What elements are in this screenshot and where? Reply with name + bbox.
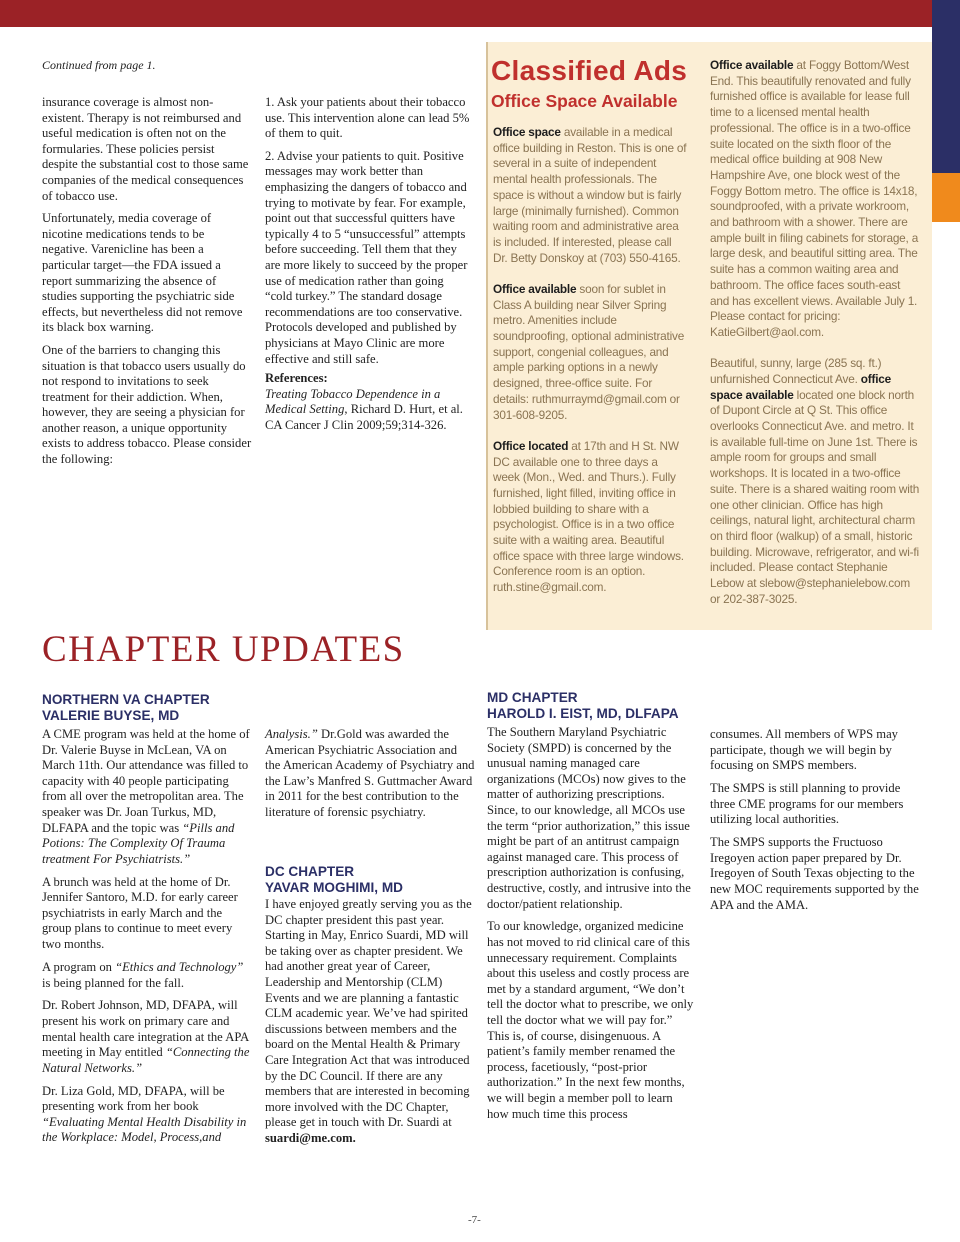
classified-ads-column-2 [710, 58, 920, 623]
classified-ads-subtitle: Office Space Available [491, 91, 678, 111]
chapter-leader: YAVAR MOGHIMI, MD [265, 880, 403, 895]
ad-lead: available [745, 387, 794, 402]
article-column-1 [42, 95, 252, 475]
nova-chapter-body-continued [265, 727, 475, 828]
continued-note: Continued from page 1. [42, 58, 156, 72]
program-title: “Ethics and Technology” [115, 959, 244, 974]
ad-lead: Office space [493, 125, 561, 139]
classified-ads-title: Classified Ads [491, 55, 688, 86]
article-paragraph: insurance coverage is almost non-existent. Therapy is not reimbursed and useful medication is often not on the formularies. These policies persist despite the substantial cost to those same companies of the medical consequences of tobacco use. [42, 95, 249, 203]
program-title: “Connecting the Natural Networks.” [42, 1045, 250, 1075]
classified-ad [493, 282, 687, 423]
paragraph-text: Dr.Gold was awarded the American Psychiatric Association and the American Academy of Psychiatry and the Law’s Manfred S. Guttmacher Award in 2011 for the best contribution to the literature of forensic psychiatry. [265, 727, 475, 819]
program-title: “Pills and Potions: The Complexity Of Trauma treatment For Psychiatrists.” [42, 820, 235, 866]
chapter-paragraph: The SMPS supports the Fructuoso Iregoyen action paper prepared by Dr. Iregoyen of South Texas objecting to the new MOC requirements supported by the APA and the AMA. [710, 835, 919, 912]
classified-ad [493, 439, 687, 596]
ad-text: located one block north of Dupont Circle at Q St. This office overlooks Connecticut Ave. and metro. It is available full-time on June 1st. There is ample room for groups and small workshops. It is located in a two-office suite. There is a shared waiting room with one other clinician. Office has high ceilings, natural light, architectural charm on third floor (walkup) of a small, historic building. Microwave, refrigerator, and wi-fi included. Please contact Stephanie Lebow at slebow@stephanielebow.com or 202-387-3025. [710, 387, 920, 606]
chapter-paragraph [42, 1084, 250, 1146]
ad-text: soon for sublet in Class A building near Silver Spring metro. Amenities include soundproofing, optional administrative support, congenial colleagues, and ample parking options in a newly designed, three-office suite. For details: ruthmurraymd@gmail.com or 301-608-9205. [493, 281, 685, 422]
ad-text: available in a medical office building in Reston. This is one of several in a suite of independent mental health professionals. The space is without a window but is fairly large (minimally furnished). Common waiting room and administrative area is included. If interested, please call Dr. Betty Donskoy at (703) 550-4165. [493, 125, 687, 265]
dc-chapter-body [265, 897, 475, 1154]
book-title: “Evaluating Mental Health Disability in the Workplace: Model, Process,and [42, 1114, 247, 1145]
chapter-paragraph [42, 960, 250, 991]
classified-ad [493, 125, 687, 266]
page-number: -7- [468, 1214, 481, 1226]
paragraph-text: I have enjoyed greatly serving you as the DC chapter president this past year. Starting in May, Enrico Suardi, MD will be taking over as chapter president. We had another great year of Career, Leadership and Mentorship (CLM) Events and we are planning a fantastic CLM academic year. We’ve had spirited discussions between members and the board on the Mental Health & Primary Care Integration Act that was introduced by the DC Council. If there are any members that are interested in becoming more involved with the DC Chapter, please get in touch with Dr. Suardi at [265, 897, 472, 1130]
reference-title: Treating Tobacco Dependence in a Medical Setting [265, 386, 441, 417]
chapter-paragraph: A brunch was held at the home of Dr. Jennifer Santoro, M.D. for early career psychiatrists in early March and the group plans to continue to meet every two months. [42, 874, 238, 952]
ad-text: at 17th and H St. NW DC available one to three days a week (Mon., Wed. and Thurs.). Fully furnished, light filled, inviting office in lobbied building to share with a psychologist. Office is in a two office suite with a waiting area. Beautiful office space with three large windows. Conference room is an option. ruth.stine@gmail.com. [493, 438, 684, 595]
ad-text: at Foggy Bottom/West End. This beautifully renovated and fully furnished office is available for lease full time to a licensed mental health professional. The office is in a two-office suite located on the sixth floor of the medical office building at 908 New Hampshire Ave, one block west of the Foggy Bottom metro. The office is 14x18, soundproofed, with a private workroom, and bathroom with a shower. There are ample built in filing cabinets for storage, a large desk, and beautiful sitting area. The suite has a common waiting area and bathroom. The office faces south-east and has excellent views. Available July 1. Please contact for pricing: KatieGilbert@aol.com. [710, 58, 919, 339]
paragraph-text: A CME program was held at the home of Dr. Valerie Buyse in McLean, VA on March 11th. Our attendance was filled to capacity with 40 people participating from all over the metropolitan area. The speaker was Dr. Joan Turkus, MD, DLFAPA and the topic was [42, 727, 250, 835]
reference-details: , Richard D. Hurt, et al. CA Cancer J Clin 2009;59;314-326. [265, 402, 463, 432]
nova-chapter-body [42, 727, 250, 1153]
article-column-2 [265, 95, 473, 440]
md-chapter-body-continued [710, 727, 920, 920]
paragraph-text: A program on [42, 959, 116, 974]
reference-entry [265, 387, 473, 434]
nova-chapter-heading [42, 692, 210, 724]
md-chapter-body [487, 725, 697, 1129]
article-paragraph: One of the barriers to changing this situation is that tobacco users usually do not respond to invitations to seek treatment for their addiction. When, however, they are seeing a physician for another reason, a unique opportunity exists to address tobacco. Please consider the following: [42, 342, 252, 467]
ad-lead: Office located [493, 438, 569, 453]
classified-ad [710, 58, 920, 341]
side-color-block-orange [932, 173, 960, 222]
chapter-name: MD CHAPTER [487, 690, 578, 705]
article-paragraph: Unfortunately, media coverage of nicotine medications tends to be negative. Varenicline has been a particular target—the FDA issued a report summarizing the absence of studies supporting the psychiatric side effects, but nevertheless did not remove its black box warning. [42, 211, 243, 335]
chapter-name: DC CHAPTER [265, 864, 355, 879]
chapter-leader: VALERIE BUYSE, MD [42, 708, 180, 723]
ad-lead: Office available [493, 281, 577, 296]
article-paragraph: 2. Advise your patients to quit. Positive messages may work better than emphasizing the dangers of tobacco and trying to motivate by fear. For example, point out that successful quitters have typically 4 to 5 “unsuccessful” attempts before succeeding. Tell them that they are more likely to succeed by the proper use of medication rather than going “cold turkey.” The standard dosage recommendations are too conservative. Protocols developed and published by physicians at Mayo Clinic are more effective and still safe. [265, 148, 468, 366]
chapter-paragraph: consumes. All members of WPS may participate, though we will begin by focusing on SMPS members. [710, 727, 898, 773]
chapter-paragraph [265, 727, 475, 821]
ad-lead: Office available [710, 58, 794, 72]
chapter-updates-title: CHAPTER UPDATES [42, 629, 405, 670]
top-color-bar [0, 0, 932, 27]
chapter-paragraph: The SMPS is still planning to provide three CME programs for our members utilizing local authorities. [710, 781, 904, 827]
paragraph-text: is being planned for the fall. [42, 975, 184, 990]
contact-email: suardi@me.com. [265, 1130, 356, 1145]
chapter-paragraph: To our knowledge, organized medicine has not moved to rid clinical care of this unnecessary requirement. Complaints about this useless and costly process are met by a standard argument, “We don’t tell the doctor what to prescribe, we only tell the doctor what we will pay for.” This is, of course, disingenuous. A patient’s family member renamed the process, facetiously, “post-prior authorization.” In the next few months, we will begin a member poll to learn how much time this process [487, 919, 694, 1121]
ad-lead: office space [710, 371, 891, 402]
chapter-paragraph [42, 998, 250, 1076]
ad-text: Beautiful, sunny, large (285 sq. ft.) unfurnished Connecticut Ave. [710, 356, 882, 386]
chapter-paragraph [265, 897, 475, 1147]
chapter-paragraph: The Southern Maryland Psychiatric Society (SMPD) is concerned by the unusual naming managed care organizations (MCOs) now gives to the matter of authorizing prescriptions. Since, to our knowledge, all MCOs use the term “prior authorization,” this issue might be part of an antitrust campaign against managed care. This process of prescription authorization is confusing, destructive, costly, and intrusive into the doctor/patient relationship. [487, 725, 691, 911]
md-chapter-heading [487, 690, 679, 722]
references-label: References: [265, 371, 328, 386]
book-title: Analysis.” [265, 727, 318, 741]
chapter-leader: HAROLD I. EIST, MD, DLFAPA [487, 706, 679, 721]
chapter-paragraph [42, 727, 250, 867]
classified-ad [710, 356, 920, 607]
classified-ads-column-1 [493, 125, 687, 611]
article-paragraph: 1. Ask your patients about their tobacco use. This intervention alone can lead 5% of them to quit. [265, 95, 470, 141]
side-color-block-navy [932, 0, 960, 173]
paragraph-text: Dr. Liza Gold, MD, DFAPA, will be presenting work from her book [42, 1083, 225, 1114]
dc-chapter-heading [265, 864, 403, 896]
chapter-name: NORTHERN VA CHAPTER [42, 692, 210, 707]
paragraph-text: Dr. Robert Johnson, MD, DFAPA, will present his work on primary care and mental health care integration at the APA meeting in May entitled [42, 998, 249, 1060]
